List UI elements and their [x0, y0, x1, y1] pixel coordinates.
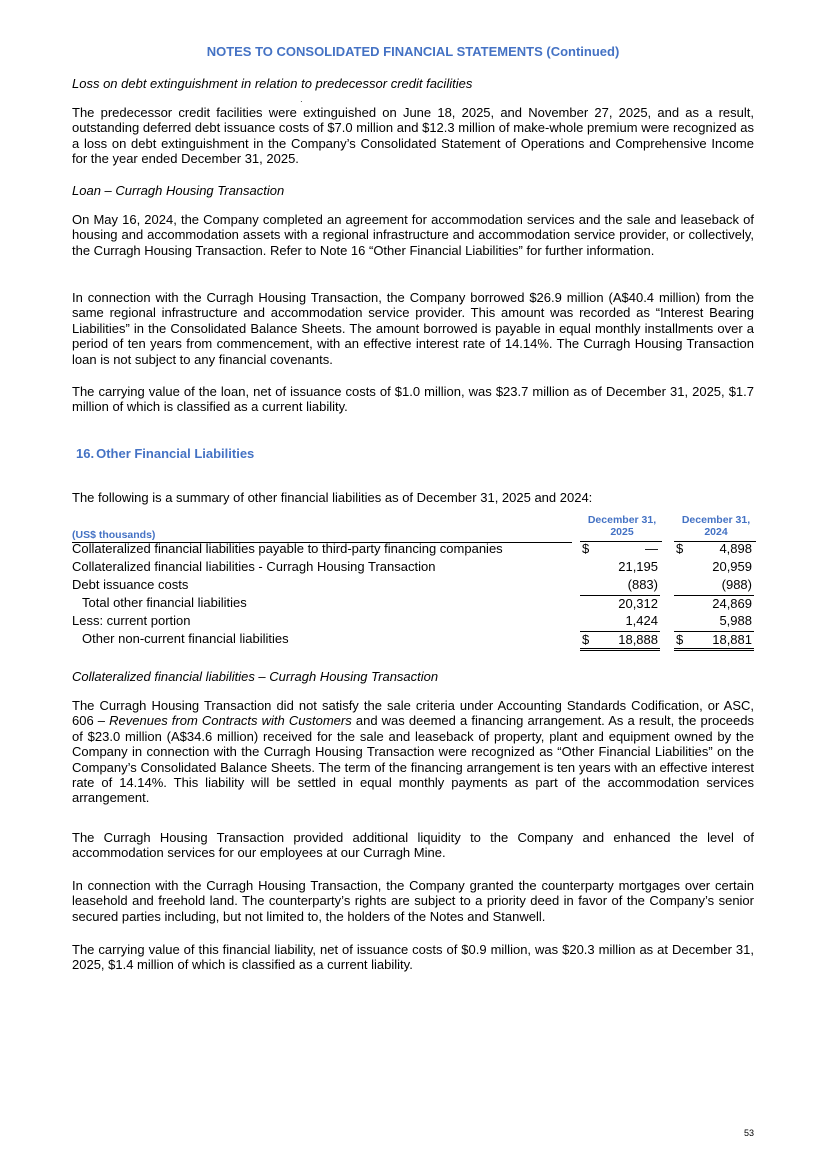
dollar-sign: $ [676, 632, 684, 647]
table-intro: The following is a summary of other financial liabilities as of December 31, 2025 and 2024: [72, 490, 593, 505]
cell-2025 [580, 541, 660, 557]
dollar-sign: $ [582, 541, 590, 556]
value-2025: 18,888 [618, 632, 658, 647]
cell-2025 [580, 595, 660, 612]
row-label: Less: current portion [72, 613, 191, 628]
cell-2025 [580, 631, 660, 651]
value-2025: (883) [627, 577, 658, 592]
value-2025: — [645, 541, 658, 556]
value-2024: 4,898 [719, 541, 752, 556]
row-label: Collateralized financial liabilities - Curragh Housing Transaction [72, 559, 436, 574]
section-title-note-16 [76, 446, 254, 461]
paragraph-text: The Curragh Housing Transaction did not satisfy the sale criteria under Accounting Standards Codification, or ASC, 606 – [72, 698, 754, 729]
value-2025: 1,424 [625, 613, 658, 628]
page-title: NOTES TO CONSOLIDATED FINANCIAL STATEMENTS (Continued) [206, 44, 620, 59]
collateralized-paragraph-1 [72, 698, 754, 806]
cell-2024 [674, 631, 754, 651]
cell-2024 [674, 559, 754, 575]
dollar-sign: $ [582, 632, 590, 647]
cell-2024 [674, 595, 754, 612]
table-row-total [72, 595, 762, 612]
section-number: 16. [76, 446, 95, 461]
column-header-2025: December 31, 2025 [587, 514, 657, 538]
value-2024: 5,988 [719, 613, 752, 628]
units-label: (US$ thousands) [72, 529, 572, 543]
collateralized-paragraph-4: The carrying value of this financial liability, net of issuance costs of $0.9 million, was $20.3 million as at December 31, 2025, $1.4 million of which is classified as a current liability. [72, 942, 754, 973]
cell-2025 [580, 559, 660, 575]
cell-2024 [674, 541, 754, 557]
table-row-grand-total [72, 631, 762, 648]
row-label: Total other financial liabilities [82, 595, 247, 610]
section-title-text: Other Financial Liabilities [96, 446, 255, 461]
value-2025: 21,195 [618, 559, 658, 574]
page-number: 53 [743, 1128, 754, 1138]
table-row [72, 577, 762, 594]
value-2024: (988) [721, 577, 752, 592]
loan-heading: Loan – Curragh Housing Transaction [72, 183, 285, 198]
collateralized-heading: Collateralized financial liabilities – Curragh Housing Transaction [72, 669, 439, 684]
row-label: Other non-current financial liabilities [82, 631, 289, 646]
collateralized-paragraph-3: In connection with the Curragh Housing Transaction, the Company granted the counterparty mortgages over certain leasehold and freehold land. The counterparty’s rights are subject to a priority deed in favor of the Company’s senior secured parties including, but not limited to, the holders of the Notes and Stanwell. [72, 878, 754, 924]
loss-on-debt-heading: Loss on debt extinguishment in relation to predecessor credit facilities [72, 76, 473, 91]
cell-2024 [674, 613, 754, 629]
asc-topic-title: Revenues from Contracts with Customers [109, 713, 352, 729]
table-row [72, 613, 762, 630]
collateralized-paragraph-2: The Curragh Housing Transaction provided additional liquidity to the Company and enhanced the level of accommodation services for our employees at our Curragh Mine. [72, 830, 754, 861]
loan-paragraph-3: The carrying value of the loan, net of issuance costs of $1.0 million, was $23.7 million as of December 31, 2025, $1.7 million of which is classified as a current liability. [72, 384, 754, 415]
value-2025: 20,312 [618, 596, 658, 611]
value-2024: 18,881 [712, 632, 752, 647]
cell-2025 [580, 613, 660, 629]
stray-dot: · [300, 97, 303, 106]
paragraph-text: and was deemed a financing arrangement. As a result, the proceeds of $23.0 million (A$34.6 million) received for the sale and leaseback of property, plant and equipment owned by the Company in connection with the Curragh Housing Transaction were recognized as “Other Financial Liabilities” on the Company’s Consolidated Balance Sheets. The term of the financing arrangement is ten years with an effective interest rate of 14.14%. This liability will be settled in equal monthly payments as part of the accommodation services arrangement. [72, 713, 754, 806]
value-2024: 24,869 [712, 596, 752, 611]
table-row [72, 559, 762, 576]
cell-2024 [674, 577, 754, 593]
value-2024: 20,959 [712, 559, 752, 574]
loan-paragraph-1: On May 16, 2024, the Company completed an agreement for accommodation services and the sale and leaseback of housing and accommodation assets with a regional infrastructure and accommodation service provider, or collectively, the Curragh Housing Transaction. Refer to Note 16 “Other Financial Liabilities” for further information. [72, 212, 754, 258]
loss-on-debt-paragraph: The predecessor credit facilities were extinguished on June 18, 2025, and November 27, 2025, and as a result, outstanding deferred debt issuance costs of $7.0 million and $12.3 million of make-whole premium were recognized as a loss on debt extinguishment in the Company’s Consolidated Statement of Operations and Comprehensive Income for the year ended December 31, 2025. [72, 105, 754, 167]
cell-2025 [580, 577, 660, 593]
dollar-sign: $ [676, 541, 684, 556]
table-row [72, 541, 762, 558]
row-label: Collateralized financial liabilities payable to third-party financing companies [72, 541, 503, 556]
row-label: Debt issuance costs [72, 577, 189, 592]
column-header-2024: December 31, 2024 [681, 514, 751, 538]
loan-paragraph-2: In connection with the Curragh Housing Transaction, the Company borrowed $26.9 million (A$40.4 million) from the same regional infrastructure and accommodation service provider. This amount was recorded as “Interest Bearing Liabilities” in the Consolidated Balance Sheets. The amount borrowed is payable in equal monthly installments over a period of ten years from commencement, with an effective interest rate of 14.14%. The Curragh Housing Transaction loan is not subject to any financial covenants. [72, 290, 754, 367]
